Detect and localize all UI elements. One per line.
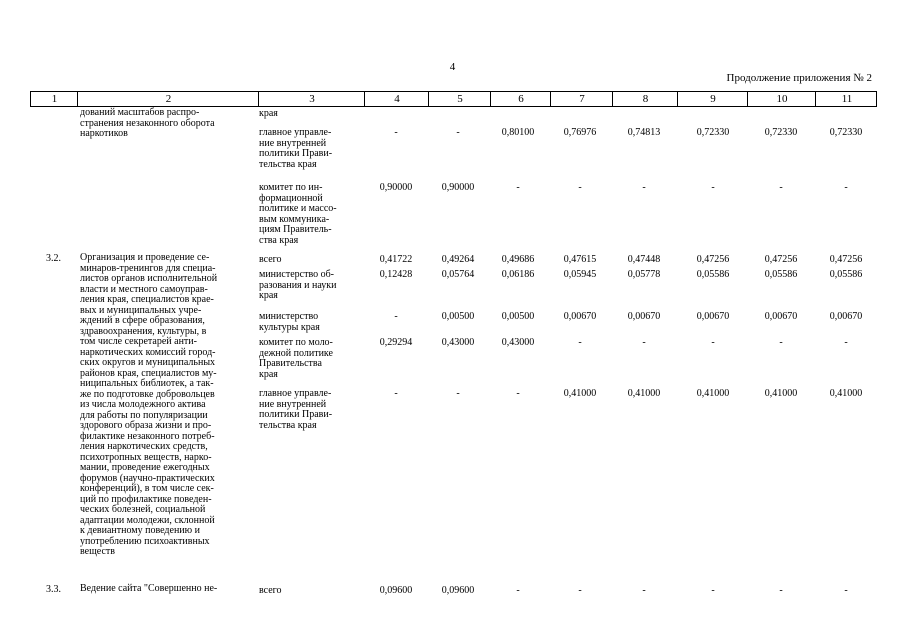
value-cell: 0,09600: [379, 585, 413, 596]
value-cell: 0,47256: [696, 254, 730, 265]
value-cell: 0,00670: [829, 311, 863, 322]
value-cell: 0,05586: [764, 269, 798, 280]
value-cell: -: [779, 337, 783, 348]
column-header-4: 4: [394, 93, 400, 105]
value-cell: 0,05586: [696, 269, 730, 280]
value-cell: -: [779, 585, 783, 596]
column-divider: [77, 92, 78, 106]
column-header-1: 1: [51, 93, 58, 105]
value-cell: 0,47256: [764, 254, 798, 265]
table-header: [30, 91, 877, 107]
row-number: 3.3.: [46, 584, 61, 595]
value-cell: -: [394, 311, 398, 322]
value-cell: 0,05945: [563, 269, 597, 280]
column-header-11: 11: [841, 93, 853, 105]
value-cell: 0,05764: [441, 269, 475, 280]
column-header-6: 6: [518, 93, 524, 105]
value-cell: 0,41000: [829, 388, 863, 399]
value-cell: -: [711, 585, 715, 596]
value-cell: 0,47615: [563, 254, 597, 265]
value-cell: -: [779, 182, 783, 193]
value-cell: 0,47448: [627, 254, 661, 265]
value-cell: 0,00670: [764, 311, 798, 322]
value-cell: -: [578, 337, 582, 348]
value-cell: -: [456, 127, 460, 138]
value-cell: 0,72330: [696, 127, 730, 138]
value-cell: 0,05586: [829, 269, 863, 280]
column-header-5: 5: [457, 93, 463, 105]
value-cell: 0,41722: [379, 254, 413, 265]
value-cell: -: [711, 337, 715, 348]
executor: главное управле- ние внутренней политики Прави- тельства края: [259, 388, 333, 431]
value-cell: 0,43000: [501, 337, 535, 348]
value-cell: 0,74813: [627, 127, 661, 138]
column-divider: [815, 92, 816, 106]
column-divider: [364, 92, 365, 106]
column-divider: [677, 92, 678, 106]
column-header-3: 3: [309, 93, 315, 105]
value-cell: -: [578, 182, 582, 193]
executor: комитет по моло- дежной политике Правительства края: [259, 337, 333, 380]
value-cell: 0,41000: [563, 388, 597, 399]
value-cell: -: [642, 585, 646, 596]
value-cell: 0,43000: [441, 337, 475, 348]
value-cell: 0,41000: [764, 388, 798, 399]
value-cell: 0,80100: [501, 127, 535, 138]
column-header-9: 9: [710, 93, 716, 105]
value-cell: 0,00670: [627, 311, 661, 322]
value-cell: -: [456, 388, 460, 399]
column-header-7: 7: [579, 93, 585, 105]
value-cell: 0,00500: [501, 311, 535, 322]
column-header-2: 2: [165, 93, 172, 105]
value-cell: -: [844, 182, 848, 193]
value-cell: 0,47256: [829, 254, 863, 265]
value-cell: 0,09600: [441, 585, 475, 596]
value-cell: -: [578, 585, 582, 596]
value-cell: -: [642, 182, 646, 193]
executor: всего: [259, 585, 282, 596]
value-cell: -: [642, 337, 646, 348]
measure-description: дований масштабов распро- странения незаконного оборота наркотиков: [80, 107, 215, 139]
value-cell: 0,00670: [696, 311, 730, 322]
measure-description: Организация и проведение се- минаров-тренингов для специа- листов органов исполнительной власти и местного самоуправ- ления края, специалистов крае- вых и муниципальных учре- ждений в сфере образования, здравоохранения, культуры, в том числе секретарей анти- наркотических комиссий город- ских округов и муниципальных районов края, специалистов му- ниципальных библиотек, а так- же по подготовке добровольцев из числа молодежного актива для работы по популяризации здорового образа жизни и про- филактике незаконного потреб- ления наркотических средств, психотропных веществ, нарко- мании, проведение ежегодных форумов (научно-практических конференций), в том числе сек- ций по профилактике поведен- ческих болезней, социальной адаптации молодежи, склонной к девиантному поведению и употреблению психоактивных веществ: [80, 252, 218, 557]
value-cell: 0,72330: [764, 127, 798, 138]
row-number: 3.2.: [46, 253, 61, 264]
value-cell: 0,90000: [441, 182, 475, 193]
value-cell: 0,49264: [441, 254, 475, 265]
value-cell: -: [516, 585, 520, 596]
value-cell: 0,90000: [379, 182, 413, 193]
value-cell: -: [394, 127, 398, 138]
executor: главное управле- ние внутренней политики Прави- тельства края: [259, 127, 333, 170]
column-divider: [428, 92, 429, 106]
value-cell: -: [516, 182, 520, 193]
column-header-8: 8: [642, 93, 649, 105]
value-cell: -: [844, 585, 848, 596]
value-cell: 0,76976: [563, 127, 597, 138]
executor: министерство об- разования и науки края: [259, 269, 337, 301]
column-divider: [747, 92, 748, 106]
value-cell: 0,41000: [696, 388, 730, 399]
executor: края: [259, 108, 278, 119]
continuation-note: Продолжение приложения № 2: [726, 72, 872, 84]
value-cell: 0,05778: [627, 269, 661, 280]
value-cell: 0,29294: [379, 337, 413, 348]
value-cell: -: [711, 182, 715, 193]
page-number: 4: [449, 61, 456, 73]
value-cell: 0,00670: [563, 311, 597, 322]
value-cell: 0,00500: [441, 311, 475, 322]
measure-description: Ведение сайта "Совершенно не-: [80, 583, 218, 594]
value-cell: 0,49686: [501, 254, 535, 265]
column-divider: [490, 92, 491, 106]
column-header-10: 10: [776, 93, 788, 105]
column-divider: [550, 92, 551, 106]
value-cell: 0,06186: [501, 269, 535, 280]
value-cell: -: [844, 337, 848, 348]
executor: комитет по ин- формационной политике и массо- вым коммуника- циям Правитель- ства края: [259, 182, 337, 246]
column-divider: [612, 92, 613, 106]
column-divider: [258, 92, 259, 106]
value-cell: -: [394, 388, 398, 399]
value-cell: 0,41000: [627, 388, 661, 399]
executor: всего: [259, 254, 282, 265]
value-cell: 0,12428: [379, 269, 413, 280]
executor: министерство культуры края: [259, 311, 320, 333]
value-cell: 0,72330: [829, 127, 863, 138]
value-cell: -: [516, 388, 520, 399]
